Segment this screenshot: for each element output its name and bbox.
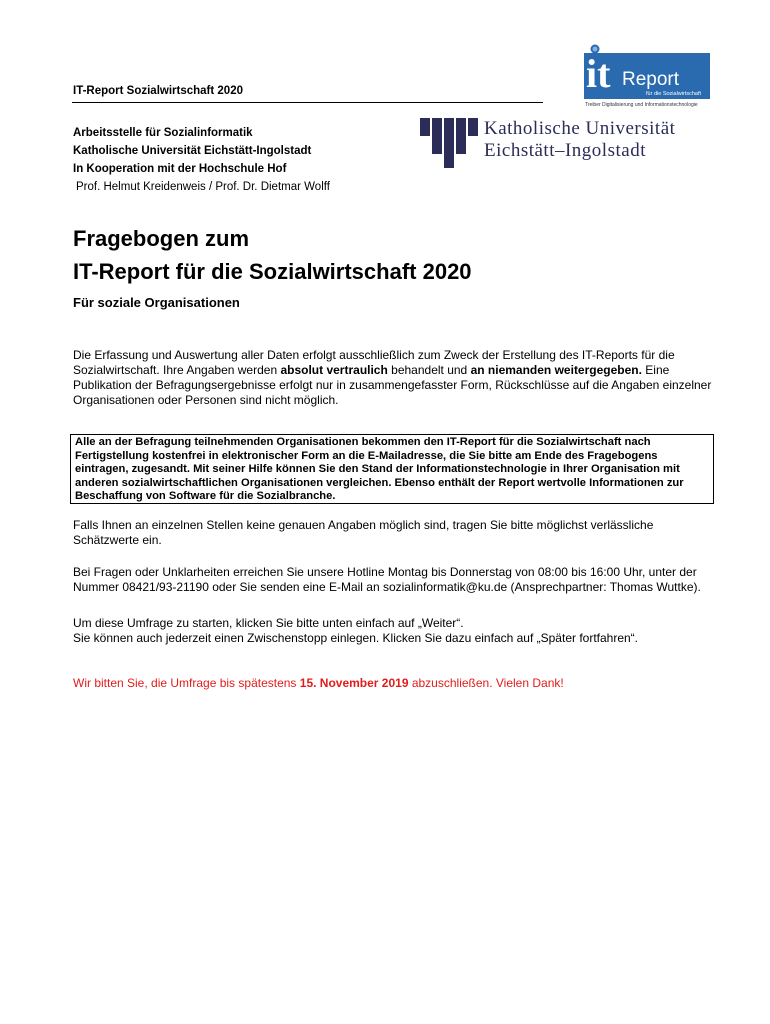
ku-logo-line2: Eichstätt–Ingolstadt: [484, 140, 646, 161]
it-logo-letters: it: [586, 51, 611, 96]
hotline-paragraph: Bei Fragen oder Unklarheiten erreichen Sie unsere Hotline Montag bis Donnerstag von 08:00 bis 16:00 Uhr, unter der Nummer 08421/93-21190 oder Sie senden eine E-Mail an sozialinformatik@ku.de (Ansprechpartner: Thomas Wuttke).: [73, 565, 701, 594]
intro-bold-nobody: an niemanden weitergegeben.: [470, 363, 642, 377]
start-paragraph: [73, 616, 713, 646]
header-rule: [72, 102, 543, 103]
it-logo-sub: für die Sozialwirtschaft: [646, 91, 702, 97]
page-title-line-2: IT-Report für die Sozialwirtschaft 2020: [73, 259, 472, 284]
deadline-date: 15. November 2019: [299, 676, 409, 690]
intro-text-c: behandelt und: [387, 363, 471, 377]
it-logo-tagline: Treiber Digitalisierung und Informationstechnologie: [585, 102, 698, 108]
ku-emblem-icon: [420, 118, 478, 168]
intro-text-a: Die Erfassung und Auswertung aller Daten erfolgt ausschließlich zum Zweck der Erstellung des IT-Reports für die Sozialwirtschaft. Ihre Angaben werden: [73, 348, 675, 377]
org-line-3: In Kooperation mit der Hochschule Hof: [73, 163, 287, 175]
header-title: IT-Report Sozialwirtschaft 2020: [73, 85, 243, 97]
start-line-1: Um diese Umfrage zu starten, klicken Sie bitte unten einfach auf „Weiter“.: [73, 616, 464, 630]
org-line-4: Prof. Helmut Kreidenweis / Prof. Dr. Dietmar Wolff: [76, 181, 330, 193]
intro-bold-confidential: absolut vertraulich: [280, 363, 388, 377]
page-title-line-1: Fragebogen zum: [73, 226, 250, 251]
info-box: Alle an der Befragung teilnehmenden Organisationen bekommen den IT-Report für die Sozialwirtschaft nach Fertigstellung kostenfrei in elektronischer Form an die E-Mailadresse, die Sie bitte am Ende des Fragebogens eintragen, zugesandt. Mit seiner Hilfe können Sie den Stand der Informationstechnologie in Ihrer Organisation mit anderen sozialwirtschaftlichen Organisationen vergleichen. Ebenso enthält der Report wertvolle Informationen zur Beschaffung von Software für die Sozialbranche.: [70, 434, 714, 504]
intro-paragraph: [73, 348, 713, 408]
ku-logo-line1: Katholische Universität: [484, 118, 676, 139]
org-line-2: Katholische Universität Eichstätt-Ingolstadt: [73, 145, 312, 157]
page-subtitle: Für soziale Organisationen: [73, 295, 240, 310]
it-logo-word: Report: [622, 69, 680, 90]
start-line-2: Sie können auch jederzeit einen Zwischenstopp einlegen. Klicken Sie dazu einfach auf „Später fortfahren“.: [73, 631, 639, 645]
deadline-text-a: Wir bitten Sie, die Umfrage bis spätestens: [73, 676, 300, 690]
ku-logo: [420, 118, 740, 168]
deadline-notice: [73, 676, 564, 690]
intro-text-e: Eine Publikation der Befragungsergebnisse erfolgt nur in zusammengefasster Form, Rückschlüsse auf die Angaben einzelner Organisationen oder Personen sind nicht möglich.: [73, 363, 712, 407]
deadline-text-c: abzuschließen. Vielen Dank!: [408, 676, 564, 690]
org-line-1: Arbeitsstelle für Sozialinformatik: [73, 127, 253, 139]
it-report-logo: [584, 43, 710, 109]
estimates-paragraph: Falls Ihnen an einzelnen Stellen keine genauen Angaben möglich sind, tragen Sie bitte möglichst verlässliche Schätzwerte ein.: [73, 518, 654, 547]
